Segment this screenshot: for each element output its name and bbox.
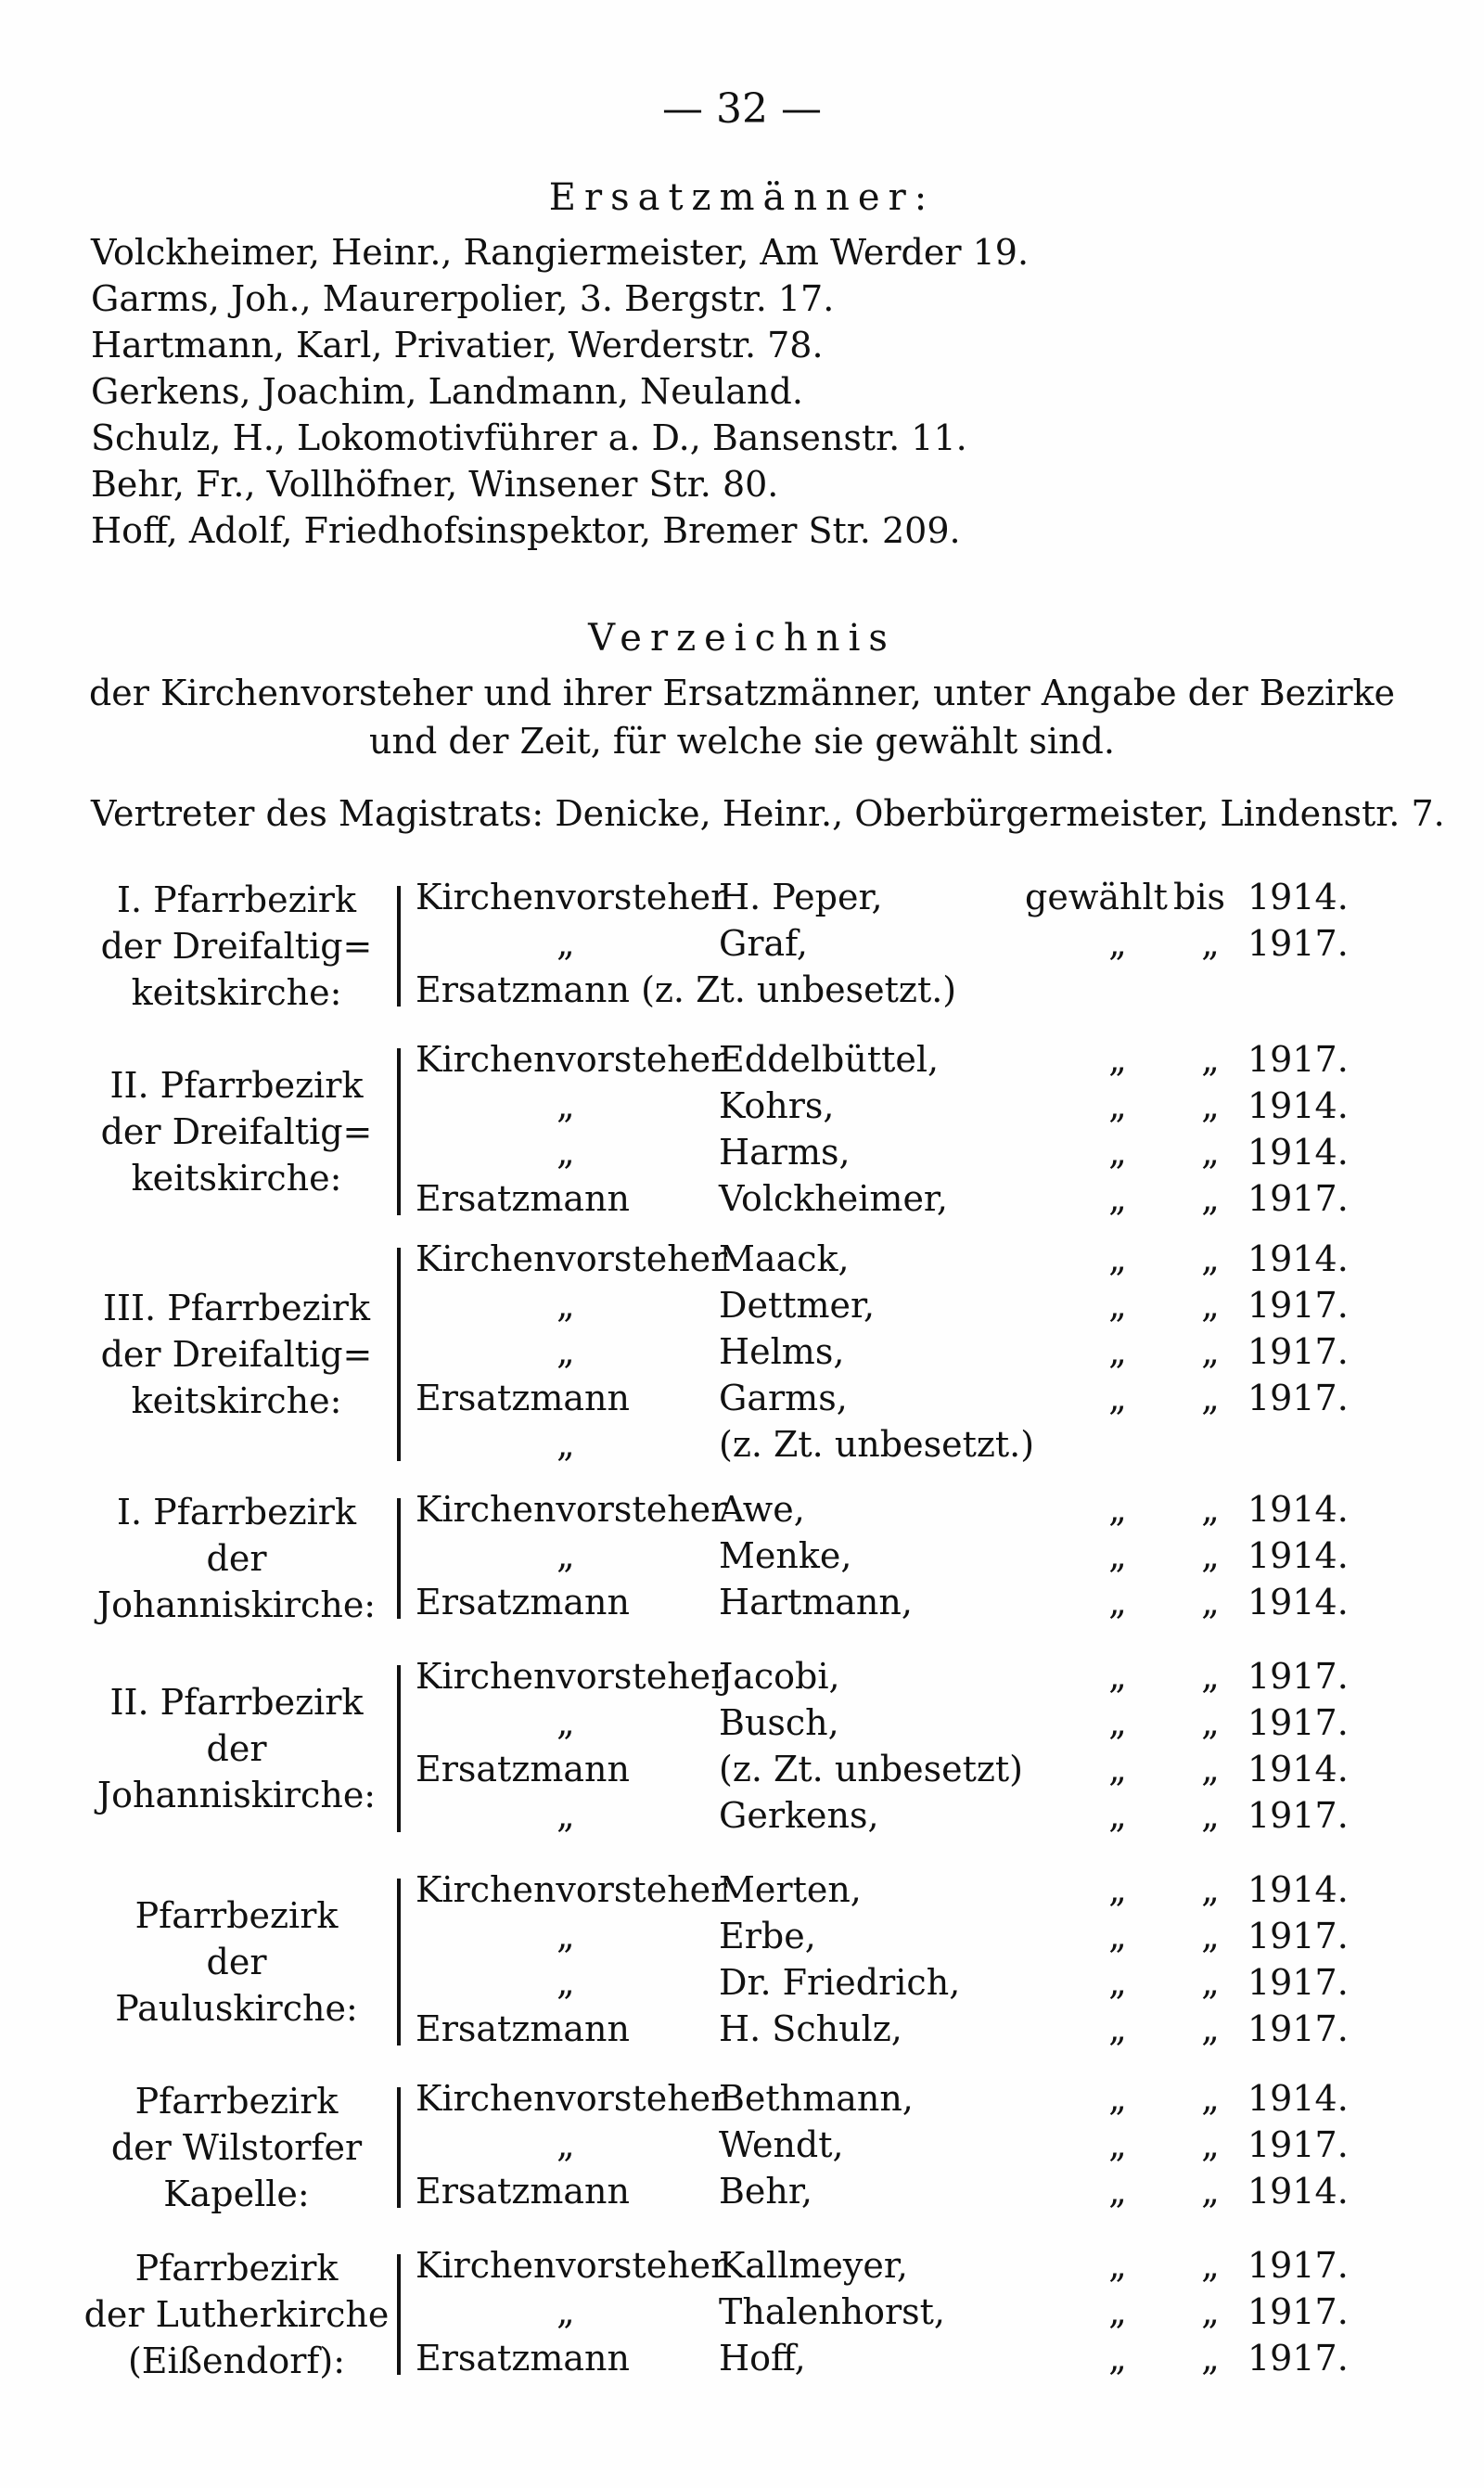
- role-cell: „: [556, 1424, 575, 1465]
- year-cell: 1917.: [1247, 1285, 1349, 1326]
- ditto-cell: „: [1201, 1039, 1220, 1080]
- ditto-cell: „: [1201, 1962, 1220, 2003]
- member-row: [0, 1962, 1484, 2008]
- year-cell: 1917.: [1247, 1962, 1349, 2003]
- district-label-line: keitskirche:: [131, 1158, 342, 1199]
- ditto-cell: „: [1108, 1962, 1127, 2003]
- name-cell: Gerkens,: [719, 1795, 879, 1836]
- role-cell: „: [556, 1962, 575, 2003]
- ditto-cell: „: [1108, 1132, 1127, 1173]
- member-row: [0, 1085, 1484, 1132]
- name-cell: Eddelbüttel,: [719, 1039, 940, 1080]
- substitute-entry: Garms, Joh., Maurerpolier, 3. Bergstr. 17.: [91, 278, 835, 319]
- role-cell: „: [556, 1285, 575, 1326]
- member-row: [0, 2291, 1484, 2338]
- ditto-cell: „: [1108, 2078, 1127, 2119]
- name-cell: Thalenhorst,: [719, 2291, 945, 2332]
- role-cell: „: [556, 2124, 575, 2165]
- role-cell: Ersatzmann: [416, 2008, 630, 2049]
- ditto-cell: „: [1108, 2171, 1127, 2212]
- name-cell: Dr. Friedrich,: [719, 1962, 961, 2003]
- year-cell: 1914.: [1247, 1132, 1349, 1173]
- ditto-cell: „: [1201, 2078, 1220, 2119]
- year-cell: 1917.: [1247, 1039, 1349, 1080]
- district-label-line: der Lutherkirche: [83, 2294, 390, 2335]
- member-row: [0, 1656, 1484, 1702]
- name-cell: Harms,: [719, 1132, 851, 1173]
- ditto-cell: „: [1201, 1749, 1220, 1789]
- member-row: [0, 1238, 1484, 1285]
- name-cell: Maack,: [719, 1238, 850, 1279]
- name-cell: Busch,: [719, 1702, 839, 1743]
- member-row: [0, 1039, 1484, 1085]
- name-cell: Graf,: [719, 923, 808, 964]
- member-row: [0, 1331, 1484, 1378]
- substitute-entry: Schulz, H., Lokomotivführer a. D., Bansenstr. 11.: [91, 417, 967, 458]
- year-cell: 1917.: [1247, 2291, 1349, 2332]
- ditto-cell: „: [1201, 1916, 1220, 1956]
- name-cell: Bethmann,: [719, 2078, 914, 2119]
- role-cell: Kirchenvorsteher: [416, 1656, 728, 1697]
- role-cell: Kirchenvorsteher: [416, 1489, 728, 1530]
- directory-subheading: der Kirchenvorsteher und ihrer Ersatzmänner, unter Angabe der Bezirke: [88, 673, 1396, 713]
- elected-cell: gewählt: [1025, 877, 1168, 917]
- magistrate-line: Vertreter des Magistrats: Denicke, Heinr., Oberbürgermeister, Lindenstr. 7.: [91, 793, 1445, 834]
- member-row: [0, 1489, 1484, 1535]
- name-cell: Wendt,: [719, 2124, 844, 2165]
- year-cell: 1914.: [1247, 1489, 1349, 1530]
- name-cell: Merten,: [719, 1869, 862, 1910]
- year-cell: 1917.: [1247, 1795, 1349, 1836]
- district-label-line: der: [206, 1538, 267, 1579]
- ditto-cell: „: [1201, 2124, 1220, 2165]
- role-cell: „: [556, 1795, 575, 1836]
- year-cell: 1917.: [1247, 1702, 1349, 1743]
- district-label-line: der: [206, 1728, 267, 1769]
- ditto-cell: „: [1108, 1178, 1127, 1219]
- member-row: [0, 1285, 1484, 1331]
- ditto-cell: „: [1201, 2291, 1220, 2332]
- name-cell: Hoff,: [719, 2338, 806, 2379]
- ditto-cell: „: [1108, 2008, 1127, 2049]
- ditto-cell: „: [1201, 1582, 1220, 1622]
- district-label-line: der: [206, 1942, 267, 1982]
- year-cell: 1917.: [1247, 2338, 1349, 2379]
- district-label-line: I. Pfarrbezirk: [117, 879, 356, 920]
- district-label-line: keitskirche:: [131, 972, 342, 1013]
- ditto-cell: „: [1108, 2338, 1127, 2379]
- ditto-cell: „: [1108, 1331, 1127, 1372]
- member-row: [0, 1702, 1484, 1749]
- name-cell: Erbe,: [719, 1916, 816, 1956]
- year-cell: 1917.: [1247, 2008, 1349, 2049]
- district-label-line: Pfarrbezirk: [134, 2248, 339, 2289]
- member-row: [0, 969, 1484, 1016]
- district-label-line: Kapelle:: [163, 2174, 310, 2214]
- name-cell: (z. Zt. unbesetzt): [719, 1749, 1023, 1789]
- year-cell: 1917.: [1247, 1916, 1349, 1956]
- year-cell: 1917.: [1247, 2245, 1349, 2286]
- year-cell: 1914.: [1247, 1238, 1349, 1279]
- substitute-entry: Behr, Fr., Vollhöfner, Winsener Str. 80.: [91, 464, 779, 505]
- name-cell: Hartmann,: [719, 1582, 913, 1622]
- role-cell: „: [556, 1702, 575, 1743]
- role-cell: Ersatzmann: [416, 1378, 630, 1418]
- substitute-entry: Gerkens, Joachim, Landmann, Neuland.: [91, 371, 803, 412]
- year-cell: 1917.: [1247, 2124, 1349, 2165]
- member-row: [0, 2245, 1484, 2291]
- ditto-cell: „: [1108, 1085, 1127, 1126]
- role-cell: „: [556, 923, 575, 964]
- role-cell: „: [556, 1132, 575, 1173]
- member-row: [0, 1132, 1484, 1178]
- ditto-cell: „: [1108, 923, 1127, 964]
- district-label-line: I. Pfarrbezirk: [117, 1492, 356, 1533]
- member-row: [0, 2124, 1484, 2171]
- member-row: [0, 1916, 1484, 1962]
- role-cell: „: [556, 1916, 575, 1956]
- member-row: [0, 1795, 1484, 1841]
- ditto-cell: „: [1201, 1795, 1220, 1836]
- year-cell: 1914.: [1247, 1085, 1349, 1126]
- district-label-line: der Wilstorfer: [110, 2127, 363, 2168]
- district-label-line: III. Pfarrbezirk: [103, 1288, 370, 1328]
- ditto-cell: „: [1108, 1749, 1127, 1789]
- ditto-cell: „: [1201, 1331, 1220, 1372]
- role-cell: Ersatzmann: [416, 1749, 630, 1789]
- district-label-line: II. Pfarrbezirk: [109, 1065, 364, 1106]
- ditto-cell: „: [1201, 1535, 1220, 1576]
- year-cell: 1914.: [1247, 1582, 1349, 1622]
- district-label-line: Johanniskirche:: [96, 1775, 377, 1815]
- name-cell: Menke,: [719, 1535, 852, 1576]
- role-cell: Kirchenvorsteher: [416, 877, 728, 917]
- ditto-cell: „: [1201, 1238, 1220, 1279]
- role-cell: Ersatzmann: [416, 2171, 630, 2212]
- year-cell: 1917.: [1247, 923, 1349, 964]
- ditto-cell: „: [1108, 1378, 1127, 1418]
- district-label-line: Pfarrbezirk: [134, 1895, 339, 1936]
- member-row: [0, 1582, 1484, 1628]
- district-label-line: Pauluskirche:: [115, 1988, 358, 2029]
- until-cell: bis: [1173, 877, 1225, 917]
- district-label-line: II. Pfarrbezirk: [109, 1682, 364, 1723]
- role-cell: „: [556, 2291, 575, 2332]
- district-label-line: der Dreifaltig=: [100, 1334, 373, 1375]
- member-row: [0, 923, 1484, 969]
- substitute-entry: Hartmann, Karl, Privatier, Werderstr. 78.: [91, 325, 824, 366]
- member-row: [0, 2171, 1484, 2217]
- ditto-cell: „: [1108, 1795, 1127, 1836]
- substitute-entry: Hoff, Adolf, Friedhofsinspektor, Bremer Str. 209.: [91, 510, 961, 551]
- ditto-cell: „: [1201, 1085, 1220, 1126]
- role-cell: Ersatzmann (z. Zt. unbesetzt.): [416, 969, 957, 1010]
- ditto-cell: „: [1201, 2338, 1220, 2379]
- role-cell: Kirchenvorsteher: [416, 1238, 728, 1279]
- member-row: [0, 2008, 1484, 2055]
- name-cell: Jacobi,: [719, 1656, 840, 1697]
- ditto-cell: „: [1108, 1582, 1127, 1622]
- ditto-cell: „: [1201, 1702, 1220, 1743]
- role-cell: „: [556, 1331, 575, 1372]
- district-label-line: der Dreifaltig=: [100, 926, 373, 967]
- role-cell: Kirchenvorsteher: [416, 1039, 728, 1080]
- member-row: [0, 877, 1484, 923]
- ditto-cell: „: [1201, 1178, 1220, 1219]
- substitutes-heading: Ersatzmänner:: [548, 176, 936, 219]
- role-cell: Ersatzmann: [416, 1178, 630, 1219]
- year-cell: 1914.: [1247, 877, 1349, 917]
- role-cell: Kirchenvorsteher: [416, 1869, 728, 1910]
- ditto-cell: „: [1108, 1489, 1127, 1530]
- year-cell: 1917.: [1247, 1656, 1349, 1697]
- name-cell: Dettmer,: [719, 1285, 876, 1326]
- ditto-cell: „: [1108, 1916, 1127, 1956]
- role-cell: „: [556, 1085, 575, 1126]
- ditto-cell: „: [1201, 1132, 1220, 1173]
- year-cell: 1914.: [1247, 2171, 1349, 2212]
- ditto-cell: „: [1108, 1869, 1127, 1910]
- ditto-cell: „: [1108, 1702, 1127, 1743]
- ditto-cell: „: [1201, 1285, 1220, 1326]
- member-row: [0, 1178, 1484, 1225]
- year-cell: 1914.: [1247, 1749, 1349, 1789]
- name-cell: Kohrs,: [719, 1085, 835, 1126]
- ditto-cell: „: [1201, 2008, 1220, 2049]
- ditto-cell: „: [1201, 1869, 1220, 1910]
- name-cell: H. Peper,: [719, 877, 883, 917]
- ditto-cell: „: [1201, 2245, 1220, 2286]
- member-row: [0, 1535, 1484, 1582]
- name-cell: Garms,: [719, 1378, 848, 1418]
- page-number: — 32 —: [662, 85, 822, 133]
- ditto-cell: „: [1108, 1535, 1127, 1576]
- member-row: [0, 1869, 1484, 1916]
- year-cell: 1917.: [1247, 1378, 1349, 1418]
- role-cell: Kirchenvorsteher: [416, 2245, 728, 2286]
- ditto-cell: „: [1108, 1285, 1127, 1326]
- substitute-entry: Volckheimer, Heinr., Rangiermeister, Am Werder 19.: [91, 232, 1030, 273]
- name-cell: (z. Zt. unbesetzt.): [719, 1424, 1035, 1465]
- ditto-cell: „: [1201, 1656, 1220, 1697]
- ditto-cell: „: [1108, 1656, 1127, 1697]
- year-cell: 1914.: [1247, 1869, 1349, 1910]
- name-cell: Helms,: [719, 1331, 845, 1372]
- directory-subheading: und der Zeit, für welche sie gewählt sind.: [369, 721, 1115, 762]
- ditto-cell: „: [1201, 923, 1220, 964]
- year-cell: 1917.: [1247, 1178, 1349, 1219]
- district-label-line: Pfarrbezirk: [134, 2081, 339, 2122]
- ditto-cell: „: [1108, 2124, 1127, 2165]
- district-label-line: keitskirche:: [131, 1380, 342, 1421]
- name-cell: H. Schulz,: [719, 2008, 902, 2049]
- name-cell: Behr,: [719, 2171, 812, 2212]
- ditto-cell: „: [1108, 2291, 1127, 2332]
- name-cell: Volckheimer,: [719, 1178, 948, 1219]
- member-row: [0, 1378, 1484, 1424]
- name-cell: Awe,: [719, 1489, 805, 1530]
- role-cell: Ersatzmann: [416, 2338, 630, 2379]
- ditto-cell: „: [1108, 1238, 1127, 1279]
- district-label-line: der Dreifaltig=: [100, 1111, 373, 1152]
- member-row: [0, 1424, 1484, 1470]
- district-label-line: Johanniskirche:: [96, 1584, 377, 1625]
- ditto-cell: „: [1108, 1039, 1127, 1080]
- ditto-cell: „: [1201, 2171, 1220, 2212]
- year-cell: 1914.: [1247, 2078, 1349, 2119]
- ditto-cell: „: [1108, 2245, 1127, 2286]
- member-row: [0, 1749, 1484, 1795]
- directory-heading: Verzeichnis: [588, 617, 896, 660]
- ditto-cell: „: [1201, 1489, 1220, 1530]
- member-row: [0, 2338, 1484, 2384]
- member-row: [0, 2078, 1484, 2124]
- role-cell: Kirchenvorsteher: [416, 2078, 728, 2119]
- role-cell: „: [556, 1535, 575, 1576]
- year-cell: 1917.: [1247, 1331, 1349, 1372]
- ditto-cell: „: [1201, 1378, 1220, 1418]
- district-label-line: (Eißendorf):: [127, 2341, 346, 2381]
- name-cell: Kallmeyer,: [719, 2245, 908, 2286]
- year-cell: 1914.: [1247, 1535, 1349, 1576]
- role-cell: Ersatzmann: [416, 1582, 630, 1622]
